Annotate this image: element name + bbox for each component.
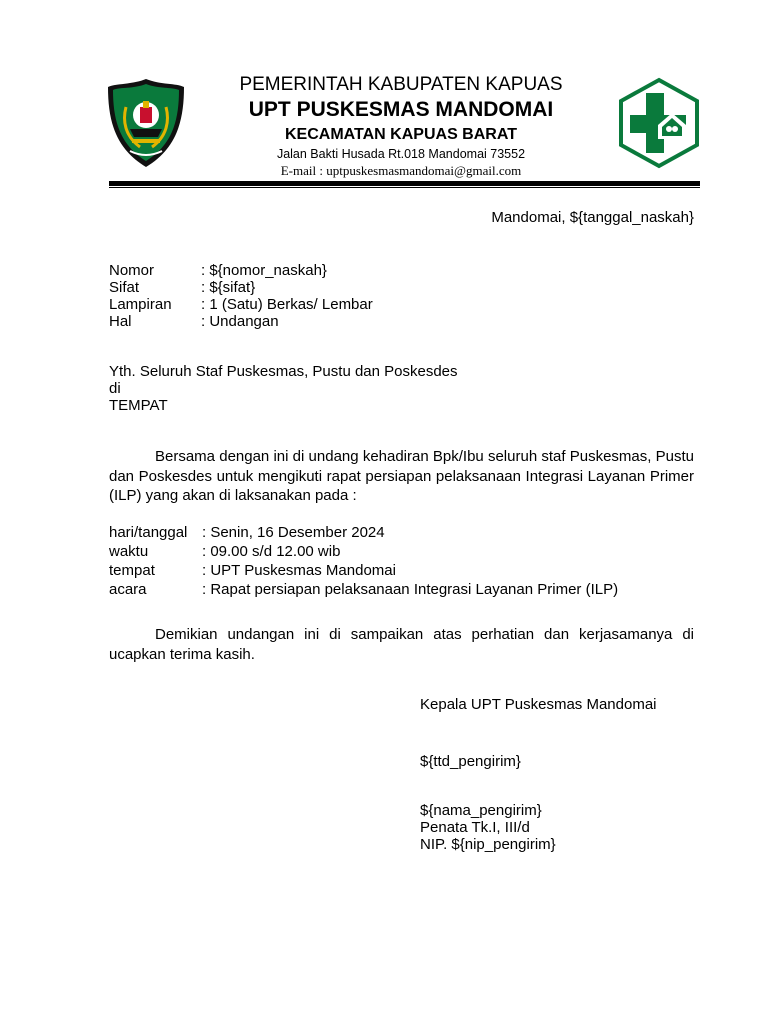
meta-key: Hal (109, 313, 132, 330)
meta-key: Lampiran (109, 296, 172, 313)
meta-row-lampiran (109, 296, 373, 313)
letterhead-divider (109, 181, 700, 186)
body-paragraph-1-text: Bersama dengan ini di undang kehadiran Bpk/Ibu seluruh staf Puskesmas, Pustu dan Poskesdes untuk mengikuti rapat persiapan pelaksanaan Integrasi Layanan Primer (ILP) yang akan di laksanakan pada : (109, 448, 694, 504)
meta-row-sifat (109, 279, 373, 296)
signer-nip: NIP. ${nip_pengirim} (420, 836, 556, 853)
meta-value: : ${sifat} (201, 279, 256, 296)
detail-key: hari/tanggal (109, 524, 188, 541)
detail-key: acara (109, 581, 147, 598)
letterhead (200, 73, 602, 179)
letterhead-address: Jalan Bakti Husada Rt.018 Mandomai 73552 (276, 147, 526, 161)
letter-meta (109, 262, 373, 330)
meta-row-hal (109, 313, 373, 330)
recipient-block (109, 363, 458, 414)
signature-block (420, 696, 657, 853)
detail-value: : Senin, 16 Desember 2024 (202, 524, 385, 541)
signature-placeholder: ${ttd_pengirim} (420, 753, 521, 770)
meta-value: : 1 (Satu) Berkas/ Lembar (201, 296, 373, 313)
meta-row-nomor (109, 262, 373, 279)
letterhead-government: PEMERINTAH KABUPATEN KAPUAS (239, 74, 563, 95)
detail-row-agenda (109, 580, 618, 599)
signer-name: ${nama_pengirim} (420, 802, 542, 819)
recipient-place: TEMPAT (109, 397, 168, 414)
recipient-preposition: di (109, 380, 121, 397)
event-details (109, 523, 618, 599)
detail-row-time (109, 542, 618, 561)
letterhead-divider-thin (109, 187, 700, 188)
detail-row-place (109, 561, 618, 580)
signature-title: Kepala UPT Puskesmas Mandomai (420, 696, 657, 713)
body-paragraph-2-text: Demikian undangan ini di sampaikan atas perhatian dan kerjasamanya di ucapkan terima kasih. (109, 626, 694, 663)
letterhead-email: E-mail : uptpuskesmasmandomai@gmail.com (280, 163, 522, 178)
regency-emblem-icon (106, 77, 186, 169)
body-paragraph-1 (109, 447, 694, 506)
detail-value: : 09.00 s/d 12.00 wib (202, 543, 341, 560)
place-date: Mandomai, ${tanggal_naskah} (491, 209, 694, 226)
meta-key: Sifat (109, 279, 140, 296)
recipient-name: Yth. Seluruh Staf Puskesmas, Pustu dan Poskesdes (109, 363, 458, 380)
detail-value: : UPT Puskesmas Mandomai (202, 562, 396, 579)
meta-key: Nomor (109, 262, 155, 279)
puskesmas-logo-icon (618, 77, 700, 169)
detail-key: waktu (109, 543, 149, 560)
letterhead-district: KECAMATAN KAPUAS BARAT (285, 126, 517, 143)
letterhead-institution: UPT PUSKESMAS MANDOMAI (248, 98, 554, 121)
meta-value: : Undangan (201, 313, 279, 330)
meta-value: : ${nomor_naskah} (201, 262, 327, 279)
detail-value: : Rapat persiapan pelaksanaan Integrasi Layanan Primer (ILP) (202, 581, 619, 598)
detail-key: tempat (109, 562, 155, 579)
signer-rank: Penata Tk.I, III/d (420, 819, 530, 836)
detail-row-date (109, 523, 618, 542)
body-paragraph-2 (109, 625, 694, 664)
